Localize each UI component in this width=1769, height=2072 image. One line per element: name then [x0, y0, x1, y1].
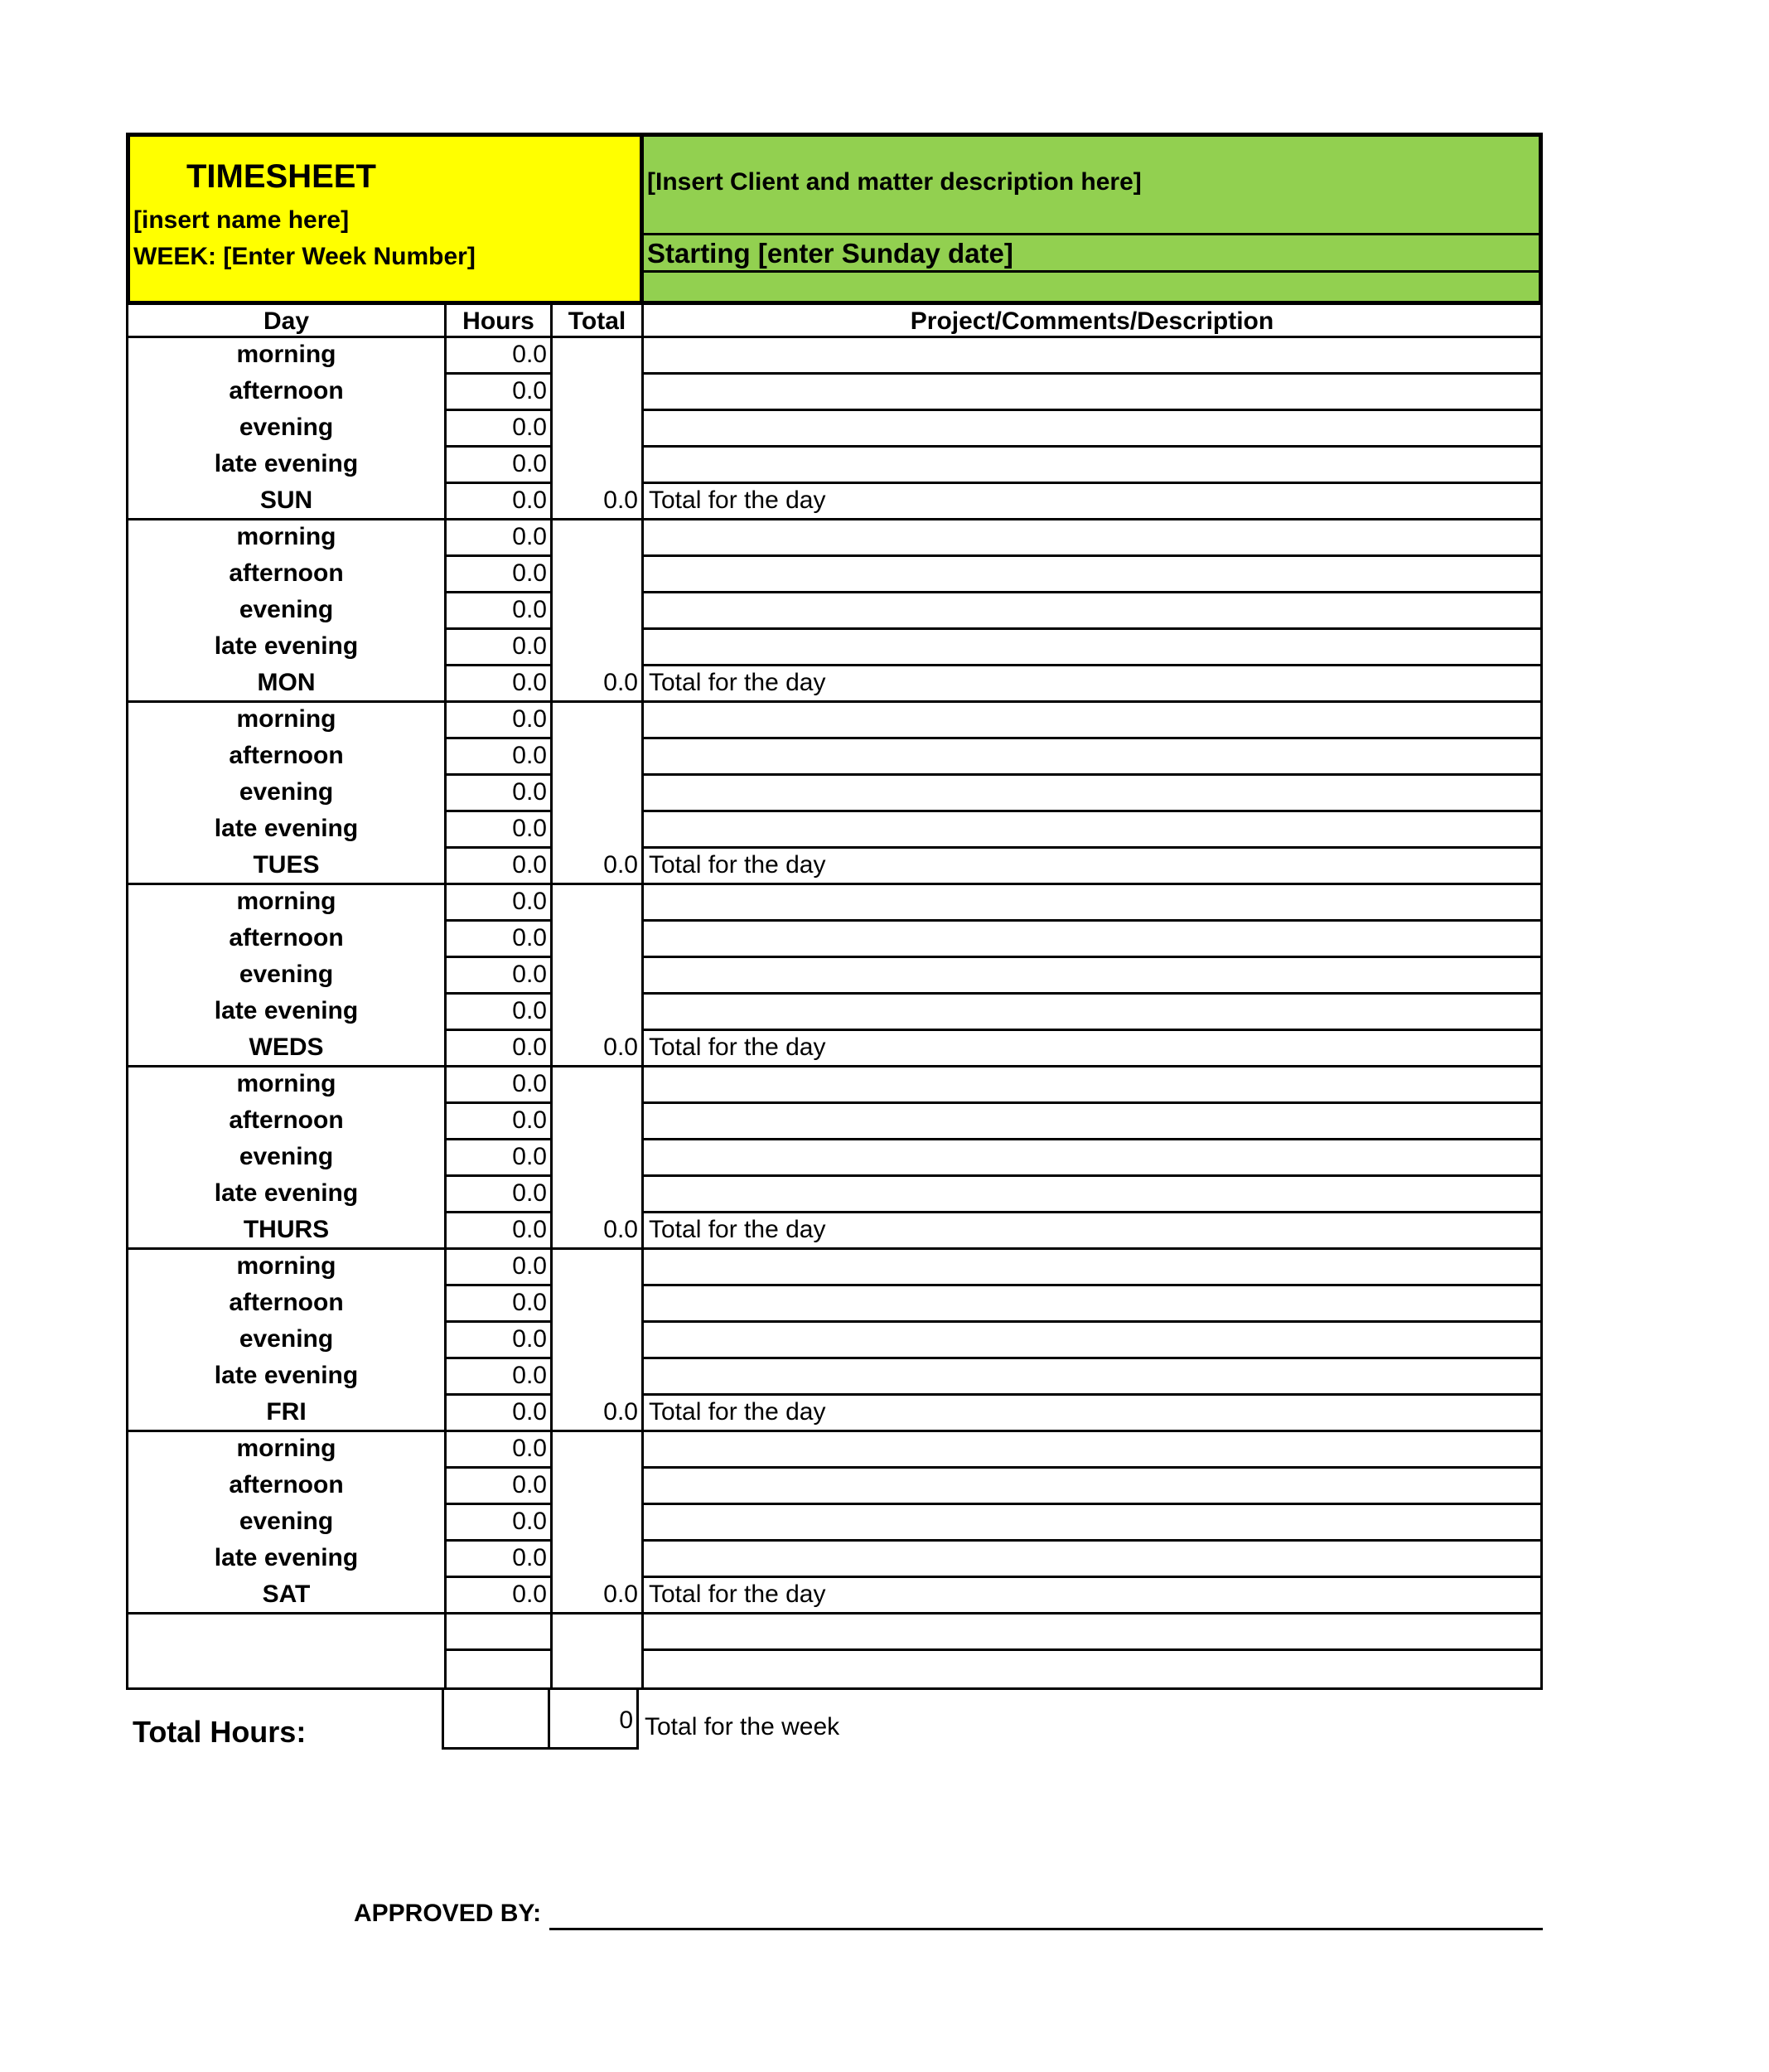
- hours-cell[interactable]: 0.0: [444, 448, 550, 484]
- description-cell[interactable]: [641, 885, 1540, 922]
- total-cell: [550, 1104, 641, 1140]
- slot-label: evening: [239, 961, 334, 988]
- table-row: [128, 1067, 1540, 1104]
- description-cell[interactable]: [641, 630, 1540, 666]
- table-row: [128, 593, 1540, 630]
- column-header-hours: Hours: [444, 305, 550, 338]
- day-total-row: [128, 666, 1540, 703]
- employee-name-field[interactable]: [insert name here]: [133, 206, 350, 234]
- total-cell: [550, 1250, 641, 1286]
- day-total-value: 0.0: [550, 849, 641, 883]
- description-cell[interactable]: [641, 338, 1540, 375]
- table-row: [128, 739, 1540, 776]
- total-cell: [550, 1067, 641, 1104]
- day-rows: [128, 338, 1540, 1615]
- hours-cell[interactable]: 0.0: [444, 1067, 550, 1104]
- hours-cell[interactable]: 0.0: [444, 1469, 550, 1505]
- extra-day-cell[interactable]: [128, 1651, 444, 1687]
- total-cell: [550, 1432, 641, 1469]
- hours-cell[interactable]: 0.0: [444, 1104, 550, 1140]
- description-cell[interactable]: [641, 375, 1540, 411]
- description-cell[interactable]: [641, 776, 1540, 812]
- extra-hours-cell[interactable]: [444, 1651, 550, 1687]
- description-cell[interactable]: [641, 1323, 1540, 1359]
- day-hours-cell[interactable]: 0.0: [444, 1213, 550, 1247]
- page-title: TIMESHEET: [186, 158, 376, 195]
- total-cell: [550, 958, 641, 995]
- slot-label: late evening: [214, 815, 359, 842]
- hours-cell[interactable]: 0.0: [444, 922, 550, 958]
- total-cell: [550, 885, 641, 922]
- description-cell[interactable]: [641, 1469, 1540, 1505]
- total-cell: [550, 338, 641, 375]
- description-cell[interactable]: [641, 520, 1540, 557]
- day-total-label: Total for the day: [641, 484, 1540, 518]
- slot-label: morning: [236, 705, 336, 733]
- hours-cell[interactable]: 0.0: [444, 375, 550, 411]
- day-name: THURS: [243, 1216, 330, 1243]
- extra-day-cell[interactable]: [128, 1615, 444, 1651]
- timesheet: [126, 133, 1543, 1750]
- day-name: SAT: [262, 1581, 311, 1608]
- slot-label: morning: [236, 1435, 336, 1462]
- day-total-row: [128, 1578, 1540, 1615]
- slot-label: morning: [236, 523, 336, 550]
- hours-cell[interactable]: 0.0: [444, 995, 550, 1031]
- day-total-row: [128, 484, 1540, 520]
- table-row: [128, 1469, 1540, 1505]
- total-cell: [550, 1505, 641, 1542]
- day-name: WEDS: [249, 1034, 324, 1061]
- slot-label: evening: [239, 414, 334, 441]
- column-header-row: [128, 305, 1540, 338]
- slot-label: afternoon: [229, 559, 344, 587]
- hours-cell[interactable]: 0.0: [444, 1177, 550, 1213]
- total-hours-label: Total Hours:: [133, 1715, 307, 1749]
- day-total-label: Total for the day: [641, 1031, 1540, 1065]
- hours-cell[interactable]: 0.0: [444, 1505, 550, 1542]
- column-header-description: Project/Comments/Description: [641, 305, 1540, 338]
- slot-label: late evening: [214, 1544, 359, 1571]
- day-total-value: 0.0: [550, 1213, 641, 1247]
- slot-label: afternoon: [229, 742, 344, 769]
- table-row: [128, 1177, 1540, 1213]
- total-cell: [550, 1177, 641, 1213]
- description-cell[interactable]: [641, 1067, 1540, 1104]
- hours-cell[interactable]: 0.0: [444, 1250, 550, 1286]
- day-name: FRI: [266, 1398, 307, 1426]
- extra-total-cell[interactable]: [550, 1651, 641, 1687]
- table-row: [128, 1250, 1540, 1286]
- total-cell: [550, 448, 641, 484]
- approval-signature-line[interactable]: [549, 1928, 1543, 1930]
- slot-label: late evening: [214, 997, 359, 1024]
- total-cell: [550, 557, 641, 593]
- week-number-field[interactable]: WEEK: [Enter Week Number]: [133, 243, 476, 270]
- week-total-value: 0: [548, 1690, 639, 1750]
- table-row: [128, 520, 1540, 557]
- table-row: [128, 630, 1540, 666]
- description-cell[interactable]: [641, 593, 1540, 630]
- approved-by-label: APPROVED BY:: [354, 1900, 542, 1927]
- table-row: [128, 557, 1540, 593]
- table-row: [128, 776, 1540, 812]
- description-cell[interactable]: [641, 1542, 1540, 1578]
- approval-section: [354, 1900, 1543, 1941]
- slot-label: evening: [239, 596, 334, 623]
- table-row: [128, 958, 1540, 995]
- description-cell[interactable]: [641, 703, 1540, 739]
- day-total-value: 0.0: [550, 1396, 641, 1430]
- table-row: [128, 922, 1540, 958]
- total-cell: [550, 1323, 641, 1359]
- day-total-row: [128, 1031, 1540, 1067]
- table-row: [128, 411, 1540, 448]
- hours-cell[interactable]: 0.0: [444, 703, 550, 739]
- hours-cell[interactable]: 0.0: [444, 411, 550, 448]
- day-total-row: [128, 1396, 1540, 1432]
- table-row: [128, 1323, 1540, 1359]
- total-cell: [550, 375, 641, 411]
- description-cell[interactable]: [641, 1359, 1540, 1396]
- total-cell: [550, 1469, 641, 1505]
- total-cell: [550, 1286, 641, 1323]
- hours-cell[interactable]: 0.0: [444, 1542, 550, 1578]
- slot-label: late evening: [214, 632, 359, 660]
- week-hours-cell[interactable]: [442, 1690, 548, 1750]
- description-cell[interactable]: [641, 1505, 1540, 1542]
- start-date-field[interactable]: Starting [enter Sunday date]: [647, 238, 1013, 269]
- description-cell[interactable]: [641, 958, 1540, 995]
- table-row: [128, 338, 1540, 375]
- total-cell: [550, 922, 641, 958]
- slot-label: morning: [236, 341, 336, 368]
- extra-total-cell[interactable]: [550, 1615, 641, 1651]
- slot-label: morning: [236, 1252, 336, 1280]
- slot-label: evening: [239, 1325, 334, 1353]
- description-cell[interactable]: [641, 448, 1540, 484]
- description-cell[interactable]: [641, 1432, 1540, 1469]
- week-total-row: [126, 1690, 1543, 1750]
- day-name: MON: [257, 669, 316, 696]
- day-total-value: 0.0: [550, 666, 641, 700]
- slot-label: evening: [239, 778, 334, 806]
- extra-row: [128, 1651, 1540, 1687]
- hours-cell[interactable]: 0.0: [444, 1140, 550, 1177]
- hours-cell[interactable]: 0.0: [444, 1286, 550, 1323]
- day-hours-cell[interactable]: 0.0: [444, 1396, 550, 1430]
- header-identity-panel: [130, 137, 640, 301]
- day-hours-cell[interactable]: 0.0: [444, 666, 550, 700]
- total-cell: [550, 520, 641, 557]
- timesheet-header: [126, 133, 1543, 305]
- description-cell[interactable]: [641, 739, 1540, 776]
- total-cell: [550, 1359, 641, 1396]
- slot-label: afternoon: [229, 924, 344, 951]
- description-cell[interactable]: [641, 1250, 1540, 1286]
- total-cell: [550, 1542, 641, 1578]
- extra-hours-cell[interactable]: [444, 1615, 550, 1651]
- table-row: [128, 1359, 1540, 1396]
- description-cell[interactable]: [641, 411, 1540, 448]
- description-cell[interactable]: [641, 557, 1540, 593]
- slot-label: late evening: [214, 1179, 359, 1207]
- day-total-value: 0.0: [550, 1578, 641, 1612]
- slot-label: morning: [236, 1070, 336, 1097]
- total-cell: [550, 593, 641, 630]
- table-row: [128, 703, 1540, 739]
- day-total-label: Total for the day: [641, 666, 1540, 700]
- day-total-label: Total for the day: [641, 1213, 1540, 1247]
- description-cell[interactable]: [641, 1177, 1540, 1213]
- slot-label: evening: [239, 1508, 334, 1535]
- description-cell[interactable]: [641, 922, 1540, 958]
- table-row: [128, 995, 1540, 1031]
- hours-cell[interactable]: 0.0: [444, 776, 550, 812]
- week-total-label: Total for the week: [645, 1713, 840, 1740]
- client-description-field[interactable]: [Insert Client and matter description here]: [647, 168, 1142, 196]
- hours-cell[interactable]: 0.0: [444, 593, 550, 630]
- extra-description-cell[interactable]: [641, 1615, 1540, 1651]
- slot-label: late evening: [214, 450, 359, 477]
- hours-cell[interactable]: 0.0: [444, 630, 550, 666]
- total-cell: [550, 812, 641, 849]
- slot-label: morning: [236, 888, 336, 915]
- day-total-row: [128, 1213, 1540, 1250]
- day-total-row: [128, 849, 1540, 885]
- day-total-label: Total for the day: [641, 1396, 1540, 1430]
- hours-cell[interactable]: 0.0: [444, 520, 550, 557]
- table-row: [128, 1140, 1540, 1177]
- day-hours-cell[interactable]: 0.0: [444, 484, 550, 518]
- day-name: SUN: [259, 487, 313, 514]
- extra-row: [128, 1615, 1540, 1651]
- total-cell: [550, 411, 641, 448]
- table-row: [128, 1505, 1540, 1542]
- description-cell[interactable]: [641, 812, 1540, 849]
- table-row: [128, 1432, 1540, 1469]
- table-row: [128, 812, 1540, 849]
- hours-cell[interactable]: 0.0: [444, 812, 550, 849]
- timesheet-grid: [126, 305, 1543, 1690]
- extra-description-cell[interactable]: [641, 1651, 1540, 1687]
- table-row: [128, 1104, 1540, 1140]
- total-cell: [550, 995, 641, 1031]
- hours-cell[interactable]: 0.0: [444, 1323, 550, 1359]
- table-row: [128, 375, 1540, 411]
- header-divider: [644, 270, 1539, 273]
- total-cell: [550, 739, 641, 776]
- day-total-label: Total for the day: [641, 849, 1540, 883]
- table-row: [128, 1286, 1540, 1323]
- table-row: [128, 1542, 1540, 1578]
- description-cell[interactable]: [641, 1104, 1540, 1140]
- header-divider: [644, 233, 1539, 235]
- table-row: [128, 885, 1540, 922]
- day-hours-cell[interactable]: 0.0: [444, 849, 550, 883]
- hours-cell[interactable]: 0.0: [444, 1359, 550, 1396]
- total-cell: [550, 1140, 641, 1177]
- day-total-label: Total for the day: [641, 1578, 1540, 1612]
- header-client-panel: [640, 137, 1539, 301]
- hours-cell[interactable]: 0.0: [444, 557, 550, 593]
- total-cell: [550, 776, 641, 812]
- total-cell: [550, 703, 641, 739]
- slot-label: afternoon: [229, 1471, 344, 1498]
- slot-label: afternoon: [229, 1106, 344, 1134]
- table-row: [128, 448, 1540, 484]
- slot-label: late evening: [214, 1362, 359, 1389]
- description-cell[interactable]: [641, 995, 1540, 1031]
- hours-cell[interactable]: 0.0: [444, 1432, 550, 1469]
- hours-cell[interactable]: 0.0: [444, 739, 550, 776]
- column-header-total: Total: [550, 305, 641, 338]
- hours-cell[interactable]: 0.0: [444, 338, 550, 375]
- day-hours-cell[interactable]: 0.0: [444, 1578, 550, 1612]
- slot-label: afternoon: [229, 377, 344, 404]
- total-cell: [550, 630, 641, 666]
- slot-label: evening: [239, 1143, 334, 1170]
- day-name: TUES: [253, 851, 320, 879]
- description-cell[interactable]: [641, 1286, 1540, 1323]
- day-total-value: 0.0: [550, 1031, 641, 1065]
- description-cell[interactable]: [641, 1140, 1540, 1177]
- day-total-value: 0.0: [550, 484, 641, 518]
- hours-cell[interactable]: 0.0: [444, 958, 550, 995]
- day-hours-cell[interactable]: 0.0: [444, 1031, 550, 1065]
- hours-cell[interactable]: 0.0: [444, 885, 550, 922]
- slot-label: afternoon: [229, 1289, 344, 1316]
- column-header-day: Day: [128, 305, 444, 338]
